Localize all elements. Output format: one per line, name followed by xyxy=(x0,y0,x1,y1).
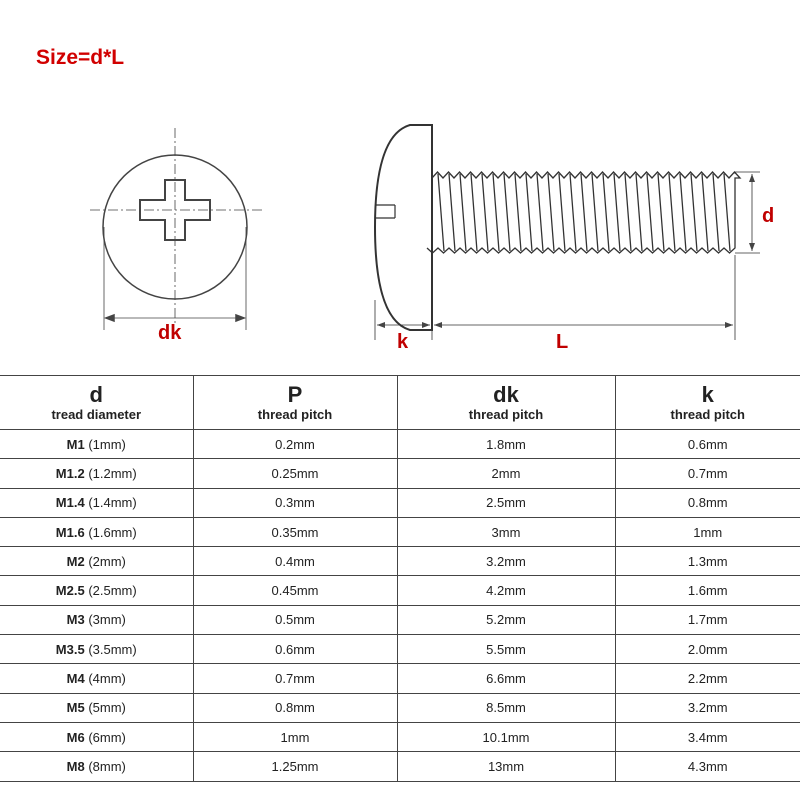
header-symbol: dk xyxy=(493,382,519,407)
cell-size xyxy=(0,488,193,517)
size-code: M2 xyxy=(66,553,85,569)
cell-pitch: 0.4mm xyxy=(193,547,397,576)
table-row xyxy=(0,752,800,781)
size-mm: (2.5mm) xyxy=(88,583,137,599)
cell-pitch: 0.7mm xyxy=(193,664,397,693)
cell-k: 0.7mm xyxy=(615,459,800,488)
header-k xyxy=(615,376,800,430)
table-row xyxy=(0,430,800,459)
cell-pitch: 0.2mm xyxy=(193,430,397,459)
diameter-label: d xyxy=(762,205,775,227)
size-mm: (5mm) xyxy=(88,700,126,716)
cell-pitch: 0.45mm xyxy=(193,576,397,605)
cell-size xyxy=(0,430,193,459)
table-header xyxy=(0,376,800,430)
size-code: M6 xyxy=(66,729,85,745)
header-p xyxy=(193,376,397,430)
size-code: M8 xyxy=(66,758,85,774)
size-code: M1.4 xyxy=(55,495,85,511)
cell-size xyxy=(0,693,193,722)
cell-pitch: 1mm xyxy=(193,722,397,751)
cell-dk: 8.5mm xyxy=(397,693,615,722)
cell-pitch: 0.8mm xyxy=(193,693,397,722)
table-row xyxy=(0,605,800,634)
size-code: M4 xyxy=(66,671,85,687)
size-mm: (1.6mm) xyxy=(88,524,137,540)
cell-size xyxy=(0,517,193,546)
size-mm: (8mm) xyxy=(88,758,126,774)
cell-k: 1mm xyxy=(615,517,800,546)
table-row xyxy=(0,517,800,546)
cell-k: 0.6mm xyxy=(615,430,800,459)
cell-size xyxy=(0,635,193,664)
size-mm: (2mm) xyxy=(88,553,126,569)
table-row xyxy=(0,635,800,664)
cell-k: 3.4mm xyxy=(615,722,800,751)
table-row xyxy=(0,576,800,605)
cell-k: 4.3mm xyxy=(615,752,800,781)
cell-dk: 3.2mm xyxy=(397,547,615,576)
cell-dk: 10.1mm xyxy=(397,722,615,751)
header-symbol: d xyxy=(89,382,103,407)
header-symbol: k xyxy=(701,382,714,407)
cell-dk: 1.8mm xyxy=(397,430,615,459)
k-label: k xyxy=(397,331,409,353)
size-code: M3 xyxy=(66,612,85,628)
cell-dk: 6.6mm xyxy=(397,664,615,693)
size-mm: (1mm) xyxy=(88,436,126,452)
size-mm: (3.5mm) xyxy=(88,641,137,657)
cell-dk: 2mm xyxy=(397,459,615,488)
cell-k: 0.8mm xyxy=(615,488,800,517)
size-code: M3.5 xyxy=(55,641,85,657)
size-mm: (3mm) xyxy=(88,612,126,628)
header-dk xyxy=(397,376,615,430)
screw-diagram xyxy=(0,0,800,370)
table-row xyxy=(0,547,800,576)
header-sub: tread diameter xyxy=(51,407,142,422)
cell-dk: 3mm xyxy=(397,517,615,546)
cell-size xyxy=(0,459,193,488)
size-mm: (1.2mm) xyxy=(88,465,137,481)
cell-k: 2.2mm xyxy=(615,664,800,693)
cell-k: 1.7mm xyxy=(615,605,800,634)
table-row xyxy=(0,459,800,488)
table-row xyxy=(0,664,800,693)
cell-dk: 13mm xyxy=(397,752,615,781)
header-sub: thread pitch xyxy=(257,407,333,422)
header-symbol: P xyxy=(287,382,303,407)
length-label: L xyxy=(556,331,569,353)
cell-size xyxy=(0,664,193,693)
dk-label: dk xyxy=(158,322,182,344)
cell-pitch: 1.25mm xyxy=(193,752,397,781)
cell-k: 2.0mm xyxy=(615,635,800,664)
cell-dk: 2.5mm xyxy=(397,488,615,517)
cell-pitch: 0.5mm xyxy=(193,605,397,634)
cell-size xyxy=(0,576,193,605)
size-code: M1 xyxy=(66,436,85,452)
screw-head-top-view xyxy=(90,128,262,330)
size-code: M1.2 xyxy=(55,465,85,481)
size-mm: (6mm) xyxy=(88,729,126,745)
cell-pitch: 0.25mm xyxy=(193,459,397,488)
cell-k: 1.6mm xyxy=(615,576,800,605)
cell-pitch: 0.6mm xyxy=(193,635,397,664)
cell-size xyxy=(0,752,193,781)
header-d xyxy=(0,376,193,430)
size-table xyxy=(0,375,800,782)
cell-size xyxy=(0,547,193,576)
cell-size xyxy=(0,605,193,634)
size-formula: Size=d*L xyxy=(36,46,125,69)
header-sub: thread pitch xyxy=(670,407,745,422)
cell-dk: 5.5mm xyxy=(397,635,615,664)
cell-k: 1.3mm xyxy=(615,547,800,576)
size-code: M5 xyxy=(66,700,85,716)
size-code: M1.6 xyxy=(55,524,85,540)
size-code: M2.5 xyxy=(55,583,85,599)
size-mm: (1.4mm) xyxy=(88,495,137,511)
cell-size xyxy=(0,722,193,751)
cell-dk: 5.2mm xyxy=(397,605,615,634)
header-sub: thread pitch xyxy=(468,407,544,422)
table-row xyxy=(0,693,800,722)
table-row xyxy=(0,488,800,517)
cell-pitch: 0.35mm xyxy=(193,517,397,546)
table-row xyxy=(0,722,800,751)
screw-side-view xyxy=(375,125,760,340)
cell-dk: 4.2mm xyxy=(397,576,615,605)
cell-k: 3.2mm xyxy=(615,693,800,722)
size-mm: (4mm) xyxy=(88,671,126,687)
cell-pitch: 0.3mm xyxy=(193,488,397,517)
